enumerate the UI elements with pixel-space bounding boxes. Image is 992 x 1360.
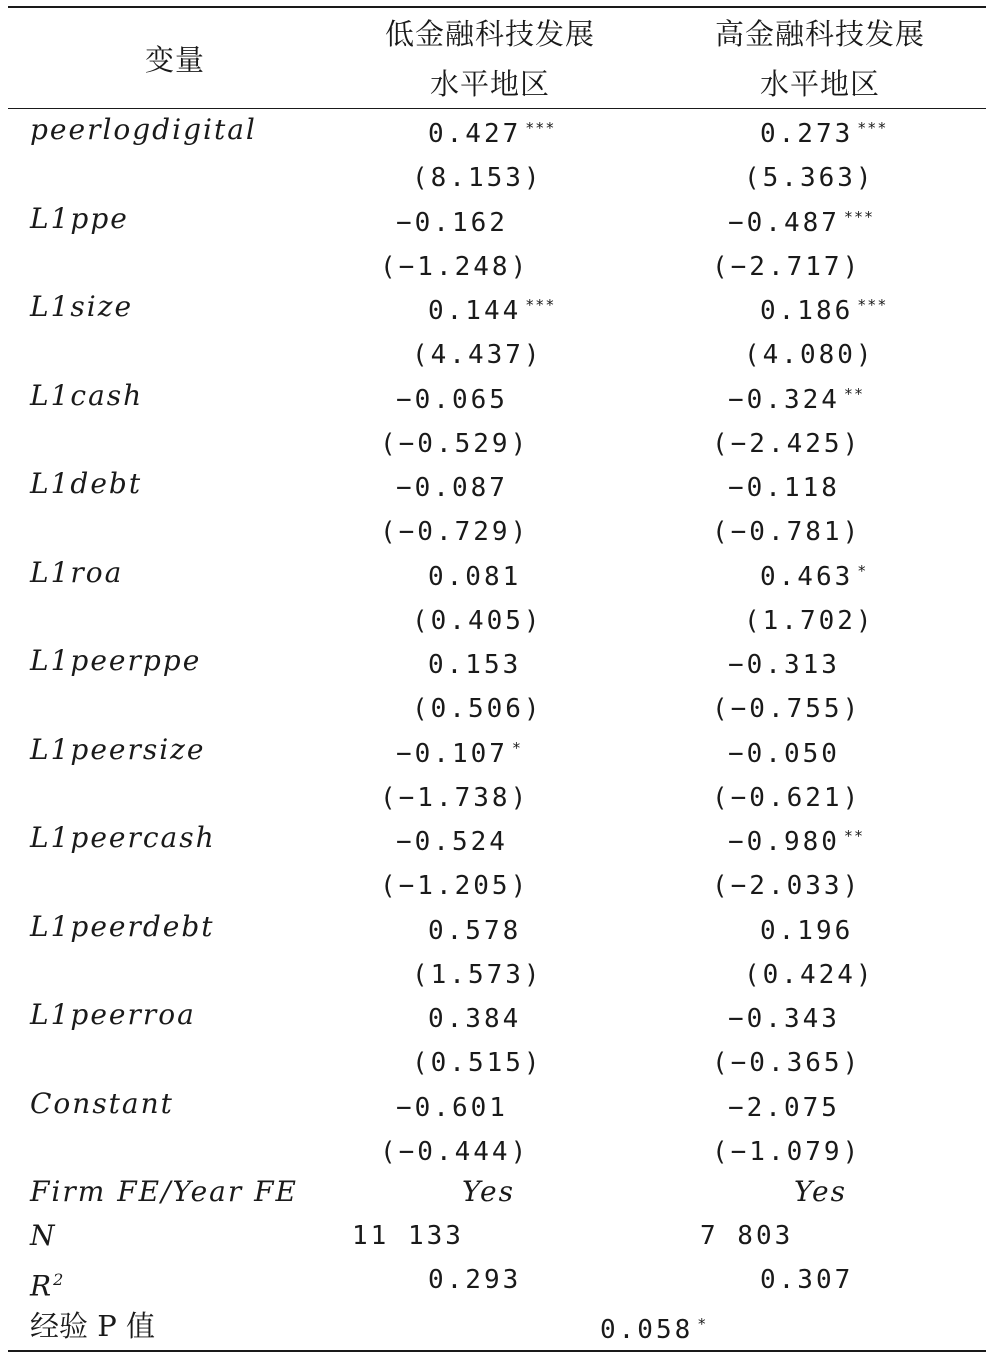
coef-low: 0.384 [428, 1004, 522, 1034]
tstat-high: (−0.621) [712, 783, 862, 813]
tstat-high: (5.363) [744, 163, 875, 193]
header-low-line1: 低金融科技发展 [384, 17, 595, 51]
coef-high: 0.196 [760, 916, 854, 946]
coef-low: 0.081 [428, 562, 522, 592]
coef-low: −0.065 [396, 385, 508, 415]
tstat-low: (−0.729) [380, 517, 530, 547]
variable-name: L1size [30, 290, 134, 323]
tstat-high: (0.424) [744, 960, 875, 990]
fe-high: Yes [794, 1175, 847, 1208]
r2-label: $R^2$ [30, 1269, 66, 1303]
top-rule [8, 6, 986, 8]
coef-low: −0.524 [396, 827, 508, 857]
r2-high: 0.307 [760, 1265, 854, 1295]
variable-name: Constant [30, 1087, 174, 1120]
variable-name: L1cash [30, 379, 144, 412]
tstat-high: (−1.079) [712, 1137, 862, 1167]
tstat-low: (−0.529) [380, 429, 530, 459]
tstat-high: (−2.033) [712, 871, 862, 901]
tstat-low: (8.153) [412, 163, 543, 193]
bottom-rule [8, 1350, 986, 1352]
tstat-low: (0.515) [412, 1048, 543, 1078]
coef-high: −0.343 [728, 1004, 840, 1034]
variable-name: L1debt [30, 467, 143, 500]
tstat-low: (0.506) [412, 694, 543, 724]
tstat-low: (1.573) [412, 960, 543, 990]
tstat-low: (4.437) [412, 340, 543, 370]
tstat-low: (−1.738) [380, 783, 530, 813]
header-variable: 变量 [144, 43, 205, 77]
coef-high: −0.487 *** [728, 208, 875, 238]
variable-name: L1ppe [30, 202, 129, 235]
variable-name: L1peerroa [30, 998, 196, 1031]
coef-low: 0.578 [428, 916, 522, 946]
coef-high: 0.186 *** [760, 296, 888, 326]
tstat-low: (−1.205) [380, 871, 530, 901]
variable-name: L1peerppe [30, 644, 202, 677]
tstat-high: (1.702) [744, 606, 875, 636]
coef-high: −0.050 [728, 739, 840, 769]
header-high-line1: 高金融科技发展 [714, 17, 925, 51]
tstat-high: (4.080) [744, 340, 875, 370]
header-high-line2: 水平地区 [759, 67, 880, 101]
coef-low: 0.427 *** [428, 119, 556, 149]
coef-low: −0.162 [396, 208, 508, 238]
tstat-high: (−2.717) [712, 252, 862, 282]
tstat-low: (−0.444) [380, 1137, 530, 1167]
pvalue-label: 经验 P 值 [30, 1309, 155, 1343]
tstat-high: (−0.781) [712, 517, 862, 547]
n-low: 11 133 [352, 1221, 464, 1251]
coef-low: −0.107 * [396, 739, 522, 769]
tstat-high: (−0.755) [712, 694, 862, 724]
pvalue-value: 0.058 * [600, 1315, 708, 1345]
tstat-high: (−0.365) [712, 1048, 862, 1078]
variable-name: L1peercash [30, 821, 216, 854]
n-label: N [30, 1219, 57, 1252]
variable-name: L1peerdebt [30, 910, 215, 943]
fe-low: Yes [462, 1175, 515, 1208]
coef-low: −0.087 [396, 473, 508, 503]
variable-name: L1peersize [30, 733, 206, 766]
header-low-line2: 水平地区 [429, 67, 550, 101]
tstat-low: (−1.248) [380, 252, 530, 282]
coef-high: −0.324 ** [728, 385, 864, 415]
fe-label: Firm FE/Year FE [30, 1175, 298, 1208]
variable-name: peerlogdigital [30, 113, 257, 146]
coef-low: 0.144 *** [428, 296, 556, 326]
header-rule [8, 108, 986, 109]
coef-high: 0.463 * [760, 562, 868, 592]
coef-low: 0.153 [428, 650, 522, 680]
tstat-low: (0.405) [412, 606, 543, 636]
coef-high: −0.980 ** [728, 827, 864, 857]
coef-high: −0.313 [728, 650, 840, 680]
r2-low: 0.293 [428, 1265, 522, 1295]
coef-high: −0.118 [728, 473, 840, 503]
coef-high: 0.273 *** [760, 119, 888, 149]
coef-high: −2.075 [728, 1093, 840, 1123]
variable-name: L1roa [30, 556, 124, 589]
n-high: 7 803 [700, 1221, 794, 1251]
coef-low: −0.601 [396, 1093, 508, 1123]
tstat-high: (−2.425) [712, 429, 862, 459]
